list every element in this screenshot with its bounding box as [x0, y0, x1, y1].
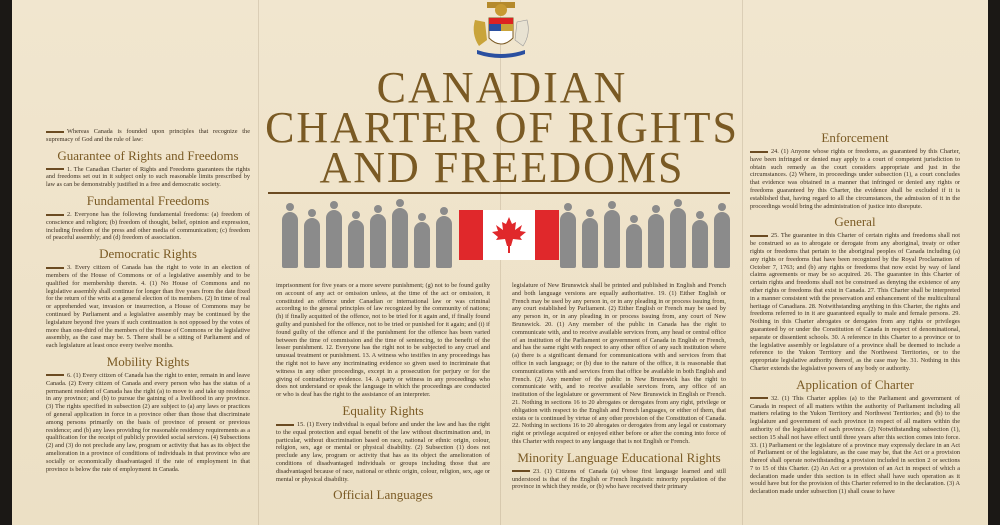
silhouette — [414, 222, 430, 268]
silhouette — [692, 220, 708, 268]
text-democratic: 3. Every citizen of Canada has the right to vote in an election of members of the House of Commons or of a legislative assembly and to be qualified for membership therein. 4. (1) No House of Commons and no legislative assembly shall continue for longer than five years from the date fixed for the return of the writs at a general election of its members. (2) In time of real or apprehended war, invasion or insurrection, a House of Commons may be continued by Parliament and a legislative assembly may be continued by the legislature beyond five years if such continuation is not opposed by the votes of more than one-third of the members of the House of Commons or the legislative assembly, as the case may be. 5. There shall be a sitting of Parliament and of each legislature at least once every twelve months. — [46, 264, 250, 350]
silhouette — [370, 214, 386, 268]
heading-fundamental: Fundamental Freedoms — [86, 192, 210, 208]
heading-minority: Minority Language Educational Rights — [517, 449, 721, 465]
text-legal-rights-cont: imprisonment for five years or a more severe punishment; (g) not to be found guilty on account of any act or omission unless, at the time of the act or omission, it constituted an offence under Canadian or international law or was criminal according to the general principles of law recognized by the community of nations; (h) if finally acquitted of the offence, not to be tried for it again and, if finally found guilty and punished for the offence, not to be tried or punished for it again; and (i) if found guilty of the offence and if the punishment for the offence has been varied between the time of commission and the time of sentencing, to the benefit of the lesser punishment. 12. Everyone has the right not to be subjected to any cruel and unusual treatment or punishment. 13. A witness who testifies in any proceedings has the right not to have any incriminating evidence so given used to incriminate that witness in any other proceedings, except in a prosecution for perjury or for the giving of contradictory evidence. 14. A party or witness in any proceedings who does not understand or speak the language in which the proceedings are conducted or who is deaf has the right to the assistance of an interpreter. — [276, 282, 490, 399]
heading-equality: Equality Rights — [342, 402, 424, 418]
silhouette — [326, 210, 342, 268]
column-3 — [512, 282, 726, 493]
heading-guarantee: Guarantee of Rights and Freedoms — [57, 147, 239, 163]
preamble: Whereas Canada is founded upon principles that recognize the supremacy of God and the rule of law: — [46, 128, 250, 143]
coat-of-arms-icon — [467, 0, 535, 62]
silhouette — [392, 208, 408, 268]
silhouette — [436, 216, 452, 268]
text-mobility: 6. (1) Every citizen of Canada has the right to enter, remain in and leave Canada. (2) Every citizen of Canada and every person who has the status of a permanent resident of Canada has the right (a) to move to and take up residence in any province; and (b) to pursue the gaining of a livelihood in any province. (3) The rights specified in subsection (2) are subject to (a) any laws or practices of general application in force in a province other than those that discriminate among persons primarily on the basis of province of present or previous residence; and (b) any laws providing for reasonable residency requirements as a qualification for the receipt of publicly provided social services. (4) Subsections (2) and (3) do not preclude any law, program or activity that has as its object the amelioration in a province of conditions of individuals in that province who are socially or economically disadvantaged if the rate of employment in that province is below the rate of employment in Canada. — [46, 371, 250, 473]
silhouette — [604, 210, 620, 268]
heading-general: General — [834, 214, 876, 230]
text-equality: 15. (1) Every individual is equal before and under the law and has the right to the equal protection and equal benefit of the law without discrimination and, in particular, without discrimination based on race, national or ethnic origin, colour, religion, sex, age or mental or physical disability. (2) Subsection (1) does not preclude any law, program or activity that has as its object the amelioration of conditions of disadvantaged individuals or groups including those that are disadvantaged because of race, national or ethnic origin, colour, religion, sex, age or mental or physical disability. — [276, 420, 490, 483]
text-general: 25. The guarantee in this Charter of certain rights and freedoms shall not be construed so as to abrogate or derogate from any aboriginal, treaty or other rights or freedoms that pertain to the aboriginal peoples of Canada including (a) any rights or freedoms that have been recognized by the Royal Proclamation of October 7, 1763; and (b) any rights or freedoms that now exist by way of land claims agreements or may be so acquired. 26. The guarantee in this Charter of certain rights and freedoms shall not be construed as denying the existence of any other rights or freedoms that exist in Canada. 27. This Charter shall be interpreted in a manner consistent with the preservation and enhancement of the multicultural heritage of Canadians. 28. Notwithstanding anything in this Charter, the rights and freedoms referred to in it are guaranteed equally to male and female persons. 29. Nothing in this Charter abrogates or derogates from any rights or privileges guaranteed by or under the Constitution of Canada in respect of denominational, separate or dissentient schools. 30. A reference in this Charter to a province or to the legislative assembly or legislature of a province shall be deemed to include a reference to the Yukon Territory and the Northwest Territories, or to the appropriate legislative authority thereof, as the case may be. 31. Nothing in this Charter extends the legislative powers of any body or authority. — [750, 232, 960, 372]
text-guarantee: 1. The Canadian Charter of Rights and Freedoms guarantees the rights and freedoms set out in it subject only to such reasonable limits prescribed by law as can be demonstrably justified in a free and democratic society. — [46, 165, 250, 189]
heading-mobility: Mobility Rights — [106, 353, 190, 369]
heading-democratic: Democratic Rights — [99, 246, 197, 262]
silhouette — [670, 208, 686, 268]
canadian-flag — [459, 210, 559, 260]
charter-poster — [12, 0, 988, 525]
heading-application: Application of Charter — [796, 376, 914, 392]
text-languages-cont: legislature of New Brunswick shall be printed and published in English and French and both language versions are equally authoritative. 19. (1) Either English or French may be used by any person in, or in any pleading in or process issuing from, any court established by Parliament. (2) Either English or French may be used by any person in, or in any pleading in or process issuing from, any court of New Brunswick. 20. (1) Any member of the public in Canada has the right to communicate with, and to receive available services from, any head or central office of an institution of the Parliament or government of Canada in English or French, and has the same right with respect to any other office of any such institution where (a) there is a significant demand for communications with and services from that office in such language; or (b) due to the nature of the office, it is reasonable that communications with and services from that office be available in both English and French. (2) Any member of the public in New Brunswick has the right to communicate with, and to receive available services from, any office of an institution of the legislature or government of New Brunswick in English or French. 21. Nothing in sections 16 to 20 abrogates or derogates from any right, privilege or obligation with respect to the English and French languages, or either of them, that exists or is continued by virtue of any other provision of the Constitution of Canada. 22. Nothing in sections 16 to 20 abrogates or derogates from any legal or customary right or privilege acquired or enjoyed either before or after the coming into force of this Charter with respect to any language that is not English or French. — [512, 282, 726, 445]
fold-crease — [258, 0, 259, 525]
column-2 — [276, 282, 490, 505]
silhouette — [304, 218, 320, 268]
maple-leaf-icon — [491, 216, 527, 254]
text-enforcement: 24. (1) Anyone whose rights or freedoms, as guaranteed by this Charter, have been infringed or denied may apply to a court of competent jurisdiction to obtain such remedy as the court considers appropriate and just in the circumstances. (2) Where, in proceedings under subsection (1), a court concludes that evidence was obtained in a manner that infringed or denied any rights or freedoms guaranteed by this Charter, the evidence shall be excluded if it is established that, having regard to all the circumstances, the admission of it in the proceedings would bring the administration of justice into disrepute. — [750, 148, 960, 210]
silhouette — [626, 224, 642, 268]
poster-title — [262, 63, 742, 192]
column-1 — [46, 128, 250, 475]
column-4 — [750, 126, 960, 498]
flag-bar-left — [459, 210, 483, 260]
text-fundamental: 2. Everyone has the following fundamental freedoms: (a) freedom of conscience and religion; (b) freedom of thought, belief, opinion and expression, including freedom of the press and other media of communication; (c) freedom of peaceful assembly; and (d) freedom of association. — [46, 210, 250, 242]
silhouette — [648, 214, 664, 268]
title-line-2: CHARTER OF RIGHTS — [265, 103, 739, 152]
text-minority: 23. (1) Citizens of Canada (a) whose first language learned and still understood is that of the English or French linguistic minority population of the province in which they reside, or (b) who have received their primary — [512, 467, 726, 491]
fold-crease — [742, 0, 743, 525]
silhouette — [714, 212, 730, 268]
title-rule — [268, 192, 730, 194]
title-line-1: CANADIAN — [376, 63, 628, 112]
silhouette — [282, 212, 298, 268]
silhouette — [582, 218, 598, 268]
text-application: 32. (1) This Charter applies (a) to the Parliament and government of Canada in respect of all matters within the authority of Parliament including all matters relating to the Yukon Territory and Northwest Territories; and (b) to the legislature and government of each province in respect of all matters within the authority of the legislature of each province. (2) Notwithstanding subsection (1), section 15 shall not have effect until three years after this section comes into force. 33. (1) Parliament or the legislature of a province may expressly declare in an Act of Parliament or of the legislature, as the case may be, that the Act or a provision thereof shall operate notwithstanding a provision included in section 2 or sections 7 to 15 of this Charter. (2) An Act or a provision of an Act in respect of which a declaration made under this section is in effect shall have such operation as it would have but for the provision of this Charter referred to in the declaration. (3) A declaration made under subsection (1) shall cease to have — [750, 394, 960, 496]
silhouette — [348, 220, 364, 268]
flag-bar-right — [535, 210, 559, 260]
heading-enforcement: Enforcement — [821, 130, 889, 145]
heading-official-languages: Official Languages — [333, 487, 433, 503]
title-line-3: AND FREEDOMS — [319, 143, 685, 192]
silhouette — [560, 212, 576, 268]
